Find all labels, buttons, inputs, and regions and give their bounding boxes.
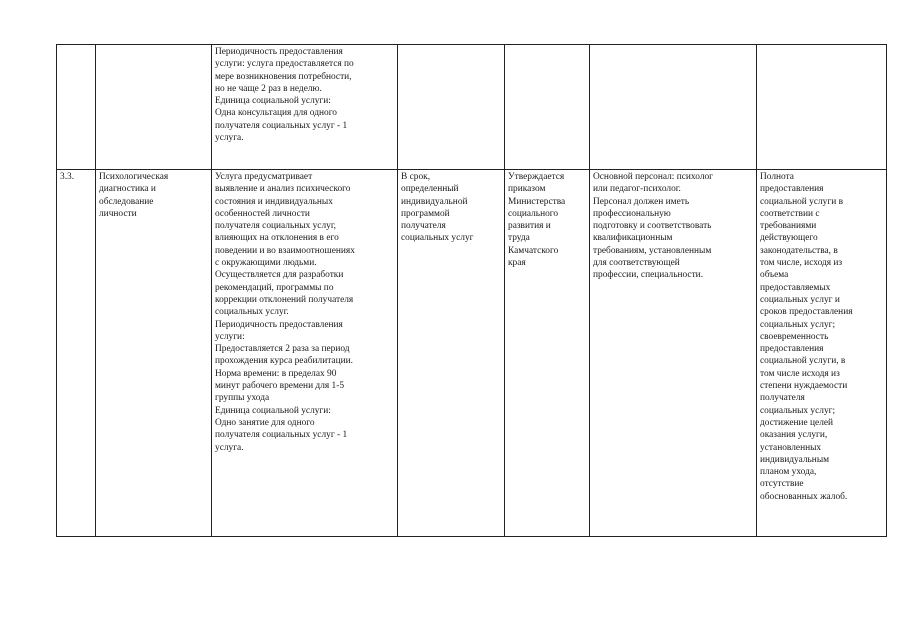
cell-service-name — [96, 45, 212, 170]
table-row-3-3 — [57, 170, 887, 537]
cell-service-description: Периодичность предоставления услуги: услуга предоставляется по мере возникновения потребности, но не чаще 2 раз в неделю. Единица социальной услуги: Одна консультация для одного получателя социальных услуг - 1 услуга. — [212, 45, 398, 170]
cell-number — [57, 45, 96, 170]
cell-term — [398, 45, 505, 170]
cell-staff: Основной персонал: психолог или педагог-психолог. Персонал должен иметь профессиональную подготовку и соответствовать квалификационным требованиям, установленным для соответствующей профессии, специальности. — [590, 170, 757, 537]
services-table — [56, 44, 887, 537]
cell-approval — [505, 45, 590, 170]
cell-approval: Утверждается приказом Министерства социального развития и труда Камчатского края — [505, 170, 590, 537]
cell-term: В срок, определенный индивидуальной программой получателя социальных услуг — [398, 170, 505, 537]
cell-quality-criteria: Полнота предоставления социальной услуги в соответствии с требованиями действующего законодательства, в том числе, исходя из объема предоставляемых социальных услуг и сроков предоставления социальных услуг; своевременность предоставления социальной услуги, в том числе исходя из степени нуждаемости получателя социальных услуг; достижение целей оказания услуги, установленных индивидуальным планом ухода, отсутствие обоснованных жалоб. — [757, 170, 887, 537]
table-row-continuation — [57, 45, 887, 170]
cell-service-name: Психологическая диагностика и обследование личности — [96, 170, 212, 537]
cell-service-description: Услуга предусматривает выявление и анализ психического состояния и индивидуальных особенностей личности получателя социальных услуг, влияющих на отклонения в его поведении и во взаимоотношениях с окружающими людьми. Осуществляется для разработки рекомендаций, программы по коррекции отклонений получателя социальных услуг. Периодичность предоставления услуги: Предоставляется 2 раза за период прохождения курса реабилитации. Норма времени: в пределах 90 минут рабочего времени для 1-5 группы ухода Единица социальной услуги: Одно занятие для одного получателя социальных услуг - 1 услуга. — [212, 170, 398, 537]
cell-staff — [590, 45, 757, 170]
cell-quality-criteria — [757, 45, 887, 170]
cell-number: 3.3. — [57, 170, 96, 537]
